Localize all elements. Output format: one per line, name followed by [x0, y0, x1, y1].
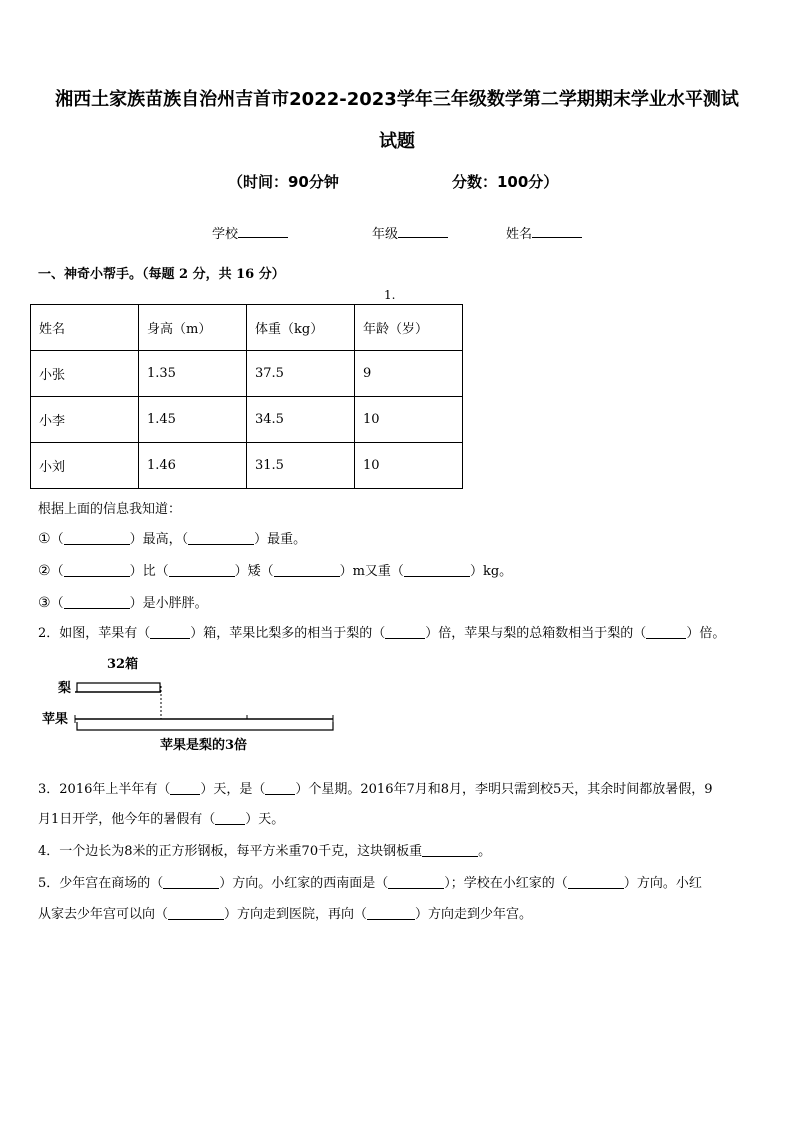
question-5-line-2 [38, 903, 532, 922]
question-4 [38, 840, 491, 859]
text-fragment: ）kg。 [469, 564, 513, 579]
table-cell: 31.5 [247, 443, 355, 489]
table-cell: 小刘 [31, 443, 139, 489]
name-label: 姓名 [506, 227, 533, 242]
question-1-intro: 根据上面的信息我知道： [38, 502, 182, 517]
answer-blank[interactable] [388, 876, 444, 889]
school-label: 学校 [212, 227, 239, 242]
table-cell: 1.35 [139, 351, 247, 397]
table-cell: 34.5 [247, 397, 355, 443]
grade-blank [398, 224, 448, 238]
document-title-line1: 湘西土家族苗族自治州吉首市2022-2023学年三年级数学第二学期期末学业水平测试 [55, 89, 739, 110]
name-blank [532, 224, 582, 238]
text-fragment: ）方向。小红家的西南面是（ [219, 876, 389, 891]
question-2 [38, 622, 725, 641]
grade-field [372, 223, 448, 242]
text-fragment: ）方向走到医院，再向（ [224, 907, 368, 922]
answer-blank[interactable] [188, 532, 254, 545]
table-row [31, 397, 463, 443]
brace-top [77, 683, 160, 692]
text-fragment: 2．如图，苹果有（ [38, 626, 151, 641]
brace-bottom [77, 722, 333, 730]
diagram-top-label: 32箱 [107, 657, 139, 672]
school-field [212, 223, 288, 242]
table-cell: 小张 [31, 351, 139, 397]
question-1-sub-1 [38, 528, 306, 547]
question-1-sub-3 [38, 592, 208, 611]
school-blank [238, 224, 288, 238]
text-fragment: ）天。 [245, 812, 285, 827]
question-5-line-1 [38, 872, 702, 891]
text-fragment: 4．一个边长为8米的正方形钢板，每平方米重70千克，这块钢板重 [38, 844, 423, 859]
table-row [31, 443, 463, 489]
table-header-cell: 年龄（岁） [355, 305, 463, 351]
text-fragment: ）天，是（ [200, 782, 266, 797]
circled-number-3: ③ [38, 595, 51, 611]
table-header-row [31, 305, 463, 351]
apple-pear-diagram [40, 652, 350, 762]
text-fragment: 3．2016年上半年有（ [38, 782, 171, 797]
text-fragment: ）矮（ [234, 564, 274, 579]
answer-blank[interactable] [170, 782, 200, 795]
answer-blank[interactable] [404, 564, 470, 577]
text-fragment: 。 [478, 844, 492, 859]
text-fragment: （ [50, 564, 64, 579]
text-fragment: ）最高，（ [129, 532, 189, 547]
answer-blank[interactable] [568, 876, 624, 889]
table-cell: 37.5 [247, 351, 355, 397]
text-fragment: ）个星期。2016年7月和8月，李明只需到校5天，其余时间都放暑假，9 [295, 782, 713, 797]
text-fragment: ）箱，苹果比梨多的相当于梨的（ [190, 626, 386, 641]
text-fragment: ）倍。 [686, 626, 726, 641]
text-fragment: （ [50, 596, 64, 611]
text-fragment: 月1日开学，他今年的暑假有（ [38, 812, 216, 827]
table-header-cell: 体重（kg） [247, 305, 355, 351]
table-cell: 1.46 [139, 443, 247, 489]
table-cell: 10 [355, 397, 463, 443]
answer-blank[interactable] [646, 626, 686, 639]
table-cell: 10 [355, 443, 463, 489]
text-fragment: （ [50, 532, 64, 547]
table-header-cell: 姓名 [31, 305, 139, 351]
answer-blank[interactable] [168, 907, 224, 920]
diagram-apple-label: 苹果 [42, 712, 69, 727]
student-data-table [30, 304, 463, 489]
answer-blank[interactable] [64, 564, 130, 577]
document-title-line2: 试题 [379, 131, 415, 152]
text-fragment: 从家去少年宫可以向（ [38, 907, 169, 922]
text-fragment: 5．少年宫在商场的（ [38, 876, 164, 891]
answer-blank[interactable] [422, 844, 478, 857]
text-fragment: ）比（ [129, 564, 169, 579]
answer-blank[interactable] [367, 907, 415, 920]
exam-time: （时间：90分钟 [228, 173, 339, 191]
text-fragment: ）倍，苹果与梨的总箱数相当于梨的（ [425, 626, 647, 641]
table-cell: 1.45 [139, 397, 247, 443]
text-fragment: ）；学校在小红家的（ [444, 876, 568, 891]
exam-score: 分数：100分） [452, 173, 559, 191]
text-fragment: ）是小胖胖。 [129, 596, 208, 611]
text-fragment: ）最重。 [254, 532, 307, 547]
answer-blank[interactable] [150, 626, 190, 639]
table-cell: 9 [355, 351, 463, 397]
text-fragment: ）方向走到少年宫。 [415, 907, 533, 922]
text-fragment: ）m又重（ [339, 564, 404, 579]
table-header-cell: 身高（m） [139, 305, 247, 351]
circled-number-2: ② [38, 563, 51, 579]
question-1-sub-2 [38, 560, 512, 579]
answer-blank[interactable] [64, 596, 130, 609]
table-cell: 小李 [31, 397, 139, 443]
table-row [31, 351, 463, 397]
grade-label: 年级 [372, 227, 399, 242]
answer-blank[interactable] [64, 532, 130, 545]
question-3-line-2 [38, 808, 284, 827]
diagram-bottom-label: 苹果是梨的3倍 [160, 738, 248, 753]
answer-blank[interactable] [215, 812, 245, 825]
question-3-line-1 [38, 778, 713, 797]
answer-blank[interactable] [169, 564, 235, 577]
answer-blank[interactable] [163, 876, 219, 889]
question-1-number: 1. [384, 288, 396, 302]
diagram-pear-label: 梨 [58, 681, 72, 696]
answer-blank[interactable] [265, 782, 295, 795]
answer-blank[interactable] [274, 564, 340, 577]
name-field [506, 223, 582, 242]
answer-blank[interactable] [385, 626, 425, 639]
section-1-heading: 一、神奇小帮手。（每题 2 分，共 16 分） [38, 267, 285, 282]
text-fragment: ）方向。小红 [623, 876, 702, 891]
circled-number-1: ① [38, 531, 51, 547]
